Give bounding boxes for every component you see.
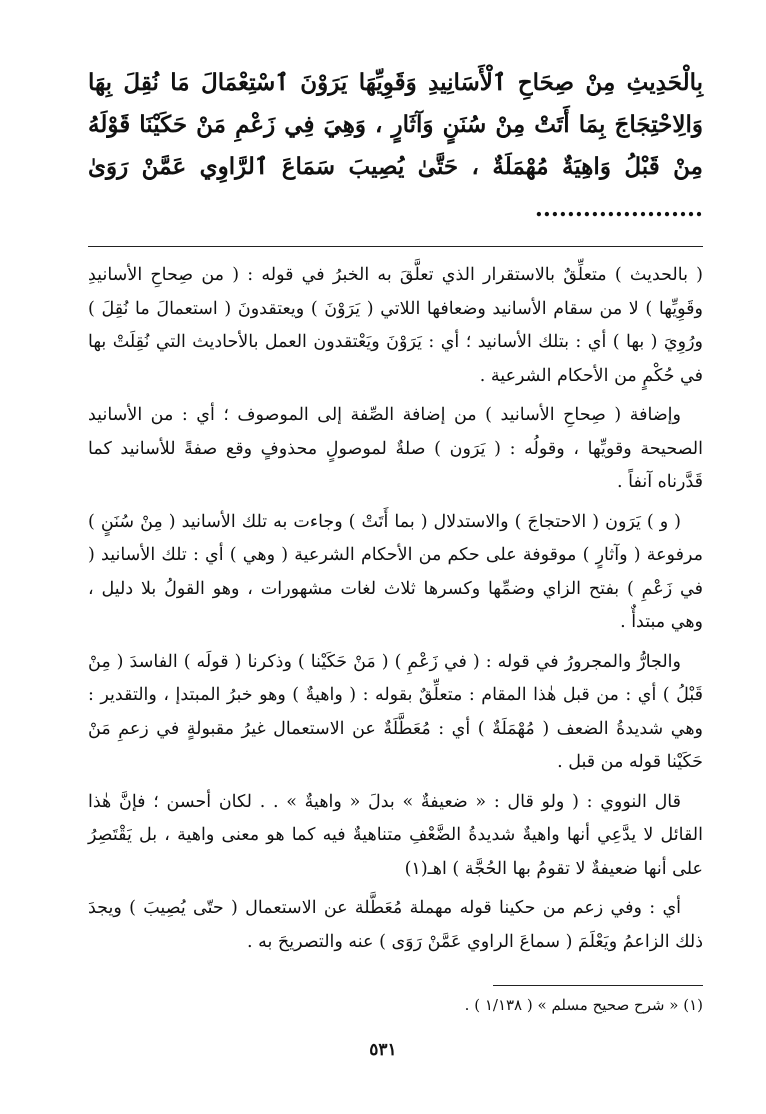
main-text-dots: ..................... [534, 195, 703, 222]
commentary-paragraph-6: أي : وفي زعم من حكينا قوله مهملة مُعَطَّلة عن الاستعمال ( حتّى يُصِيبَ ) ويجدَ ذلك الزاعمُ ويَعْلَمَ ( سماعَ الراوي عَمَّنْ رَوَى ) عنه والتصريحَ به . [88, 898, 703, 952]
main-text-body: بِالْحَدِيثِ مِنْ صِحَاحِ ٱلْأَسَانِيدِ وَقَوِيِّهَا يَرَوْنَ ٱسْتِعْمَالَ مَا نُقِلَ بِهَا وَالِاحْتِجَاجَ بِمَا أَتَتْ مِنْ سُنَنٍ وَآثَارٍ ، وَهِيَ فِي زَعْمِ مَنْ حَكَيْنَا قَوْلَهُ مِنْ قَبْلُ وَاهِيَةٌ مُهْمَلَةٌ ، حَتَّىٰ يُصِيبَ سَمَاعَ ٱلرَّاوِي عَمَّنْ رَوَىٰ [88, 69, 703, 180]
commentary-paragraph-1: ( بالحديث ) متعلِّقٌ بالاستقرار الذي تعلَّقَ به الخبرُ في قوله : ( من صِحاحِ الأسانيدِ وقَوِيِّها ) لا من سقام الأسانيد وضعافها اللاتي ( يَرَوْنَ ) ويعتقدونَ ( استعمالَ ما نُقِلَ ) ورُوِيَ ( بها ) أي : بتلك الأسانيد ؛ أي : يَرَوْنَ ويَعْتقدون العمل بالأحاديث التي نُقِلَتْ بها في حُكْمٍ من الأحكام الشرعية . [88, 265, 703, 386]
main-text [88, 62, 703, 230]
commentary-paragraph-4: والجارُّ والمجرورُ في قوله : ( في زَعْمِ ) ( مَنْ حَكَيْنا ) وذكرنا ( قولَه ) الفاسدَ ( مِنْ قَبْلُ ) أي : من قبل هٰذا المقام : متعلِّقٌ بقوله : ( واهيةٌ ) وهو خبرُ المبتدإ ، والتقدير : وهي شديدةُ الضعف ( مُهْمَلَةٌ ) أي : مُعَطَّلَةٌ عن الاستعمال غيرُ مقبولةٍ في زعمِ مَنْ حَكَيْنا قوله من قبل . [88, 651, 703, 772]
footnote-rule [493, 985, 703, 986]
book-page [88, 62, 703, 1062]
commentary-paragraph-5: قال النووي : ( ولو قال : « ضعيفةٌ » بدلَ « واهيةٌ » . . لكان أحسن ؛ فإنَّ هٰذا القائل لا يدَّعِي أنها واهيةٌ شديدةُ الضَّعْفِ متناهيةٌ فيه كما هو معنى واهية ، بل يَقْتَصِرُ على أنها ضعيفةٌ لا تقومُ بها الحُجَّة ) اهـ(١) [88, 791, 703, 879]
footnote: (١) « شرح صحيح مسلم » ( ١/١٣٨ ) . [464, 996, 703, 1014]
separator-rule [88, 246, 703, 247]
commentary-paragraph-3: ( و ) يَرَون ( الاحتجاجَ ) والاستدلال ( بما أَتَتْ ) وجاءت به تلك الأسانيد ( مِنْ سُنَنٍ ) مرفوعة ( وآثارٍ ) موقوفة على حكم من الأحكام الشرعية ( وهي ) أي : تلك الأسانيد ( في زَعْمِ ) بفتح الزاي وضمِّها وكسرها ثلاث لغات مشهورات ، وهو القولُ بلا دليل ، وهي مبتدأٌ . [88, 511, 703, 632]
page-number: ٥٣١ [369, 1040, 397, 1060]
commentary-paragraph-2: وإضافة ( صِحاحِ الأسانيد ) من إضافة الصِّفة إلى الموصوف ؛ أي : من الأسانيد الصحيحة وقويِّها ، وقولُه : ( يَرَون ) صلةٌ لموصولٍ محذوفٍ وقع صفةً للأسانيد كما قَدَّرناه آنفاً . [88, 405, 703, 492]
commentary [88, 259, 703, 959]
